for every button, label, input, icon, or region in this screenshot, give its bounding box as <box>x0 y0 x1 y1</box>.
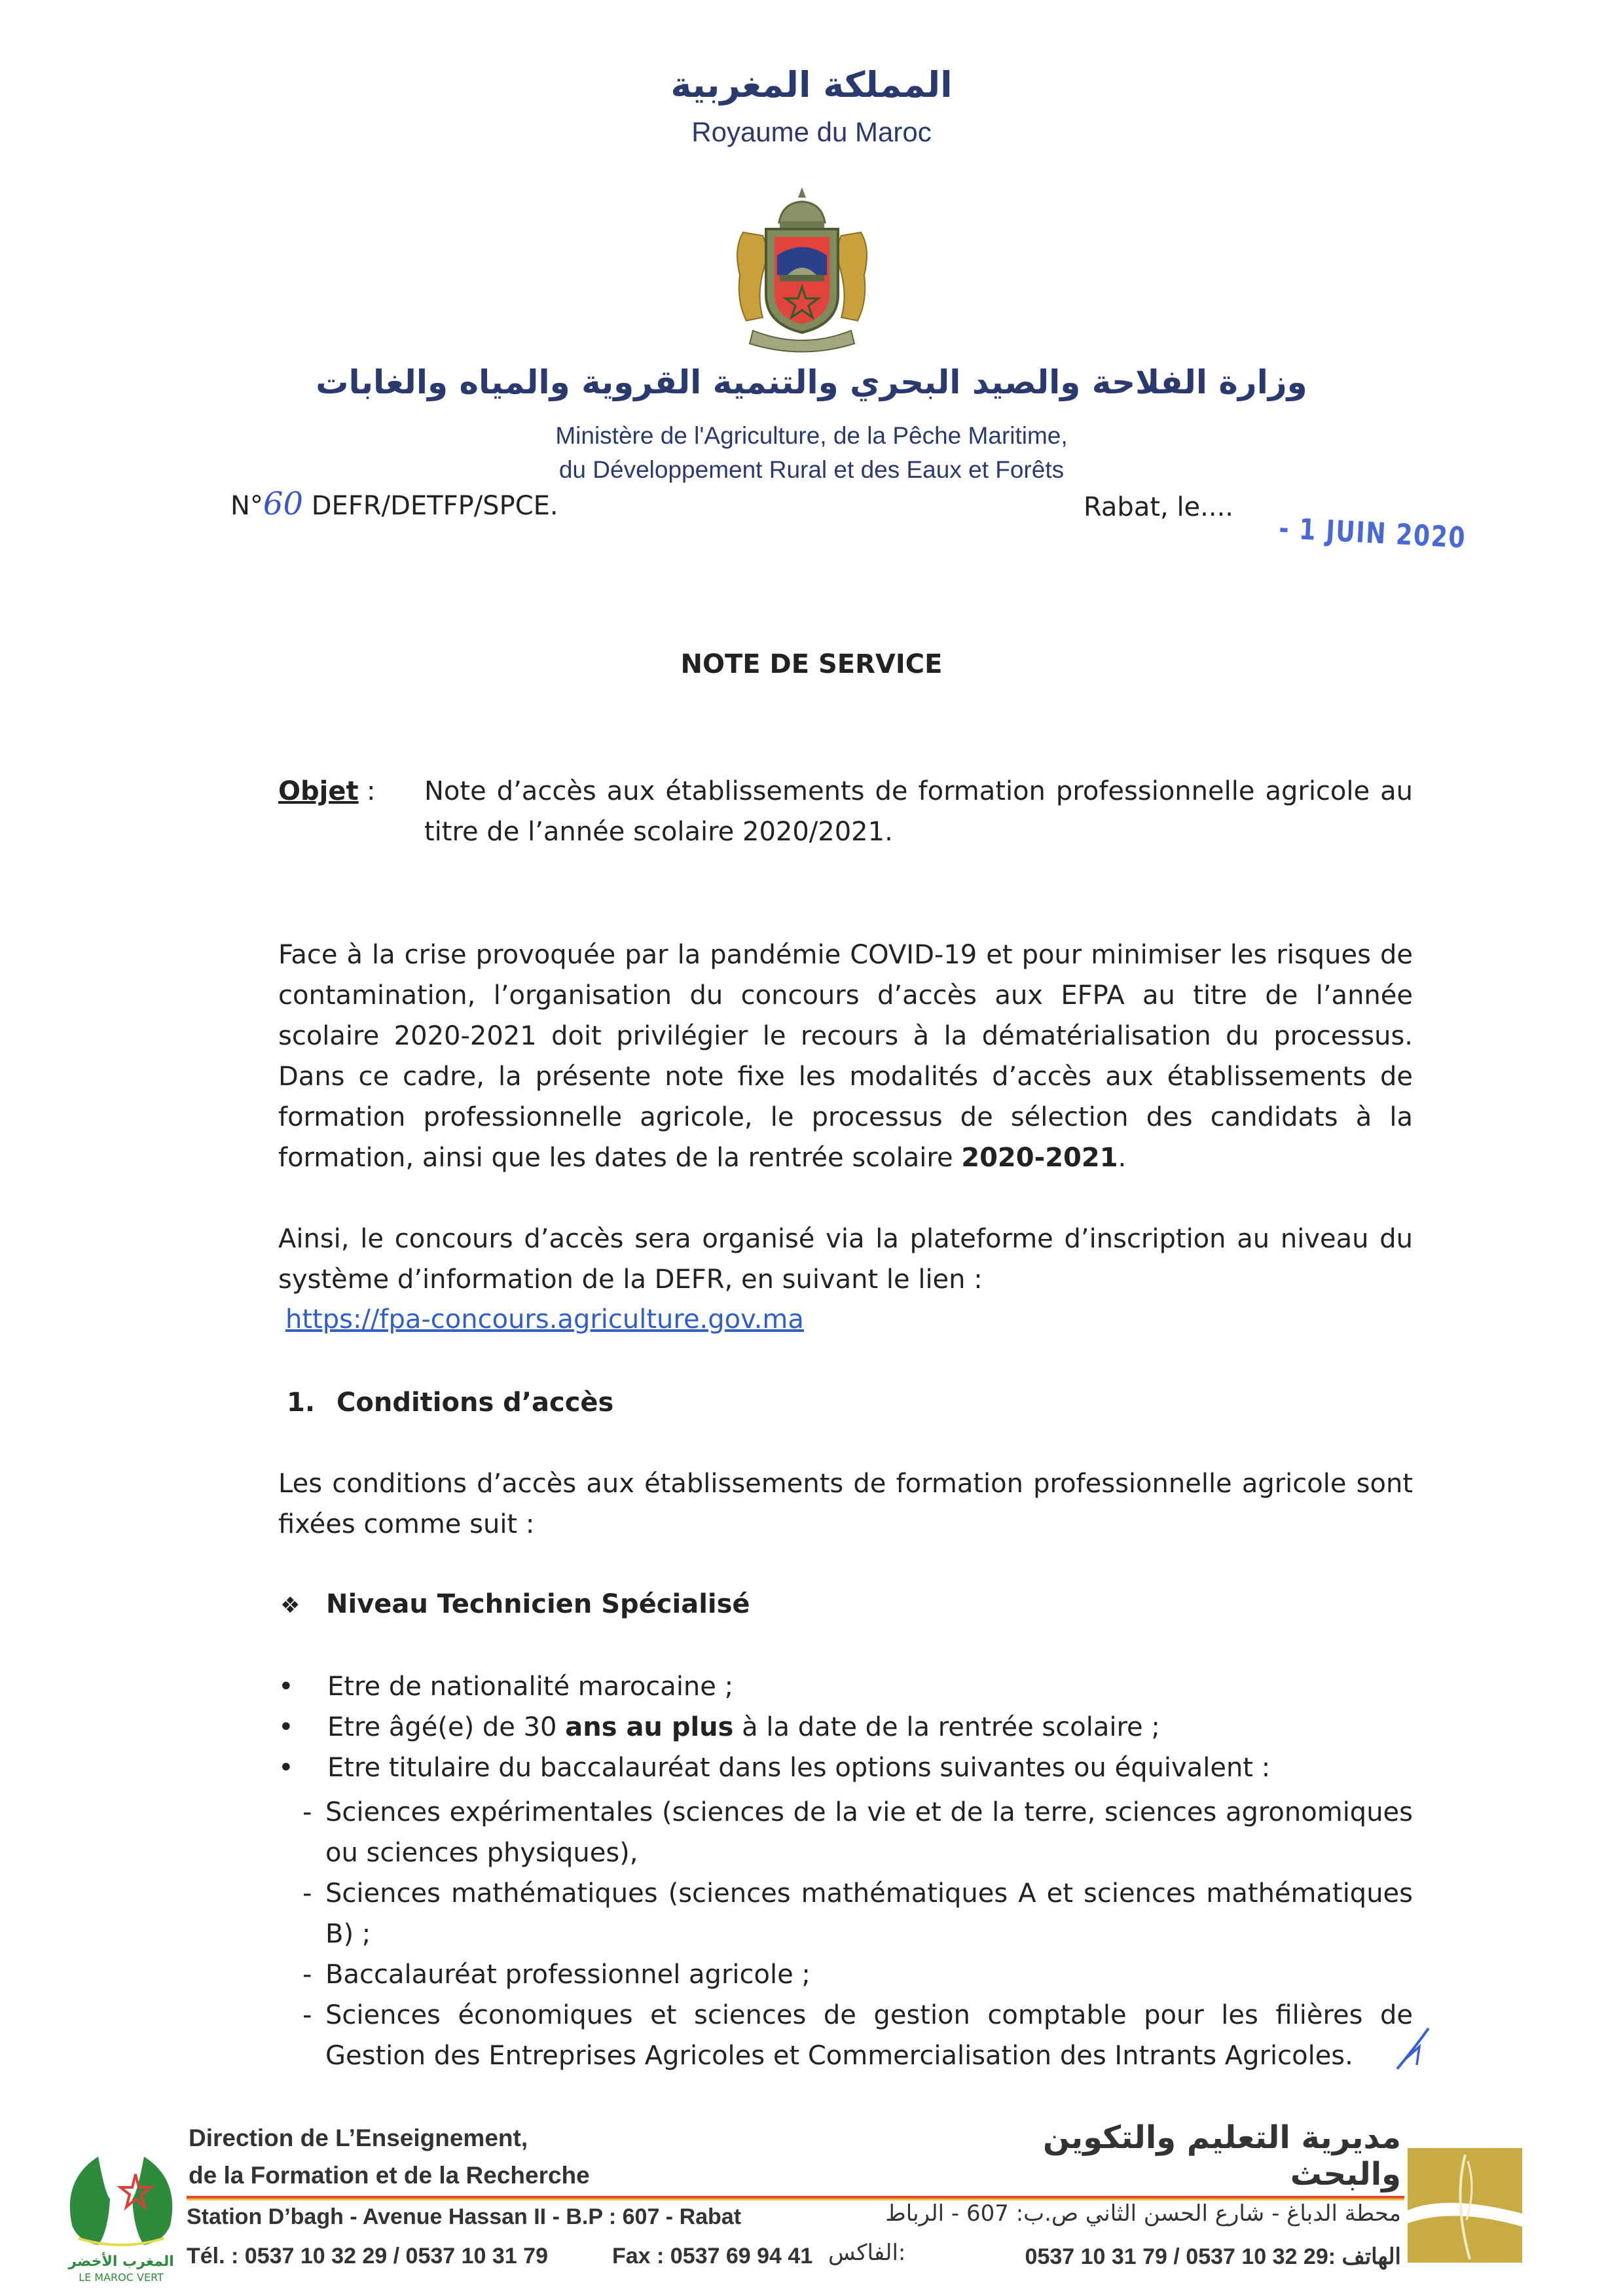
diamond-bullet-icon: ❖ <box>280 1592 301 1619</box>
ministry-french <box>0 419 1623 487</box>
fax-french: Fax : 0537 69 94 41 <box>612 2244 813 2269</box>
option-item <box>302 1995 1413 2076</box>
option-item <box>302 1873 1413 1954</box>
logo-arabic-text: المغرب الأخضر <box>68 2253 174 2270</box>
address-arabic: محطة الدباغ - شارع الحسن الثاني ص.ب: 607 - الرباط <box>885 2200 1401 2227</box>
ministry-arabic: وزارة الفلاحة والصيد البحري والتنمية القروية والمياه والغابات <box>316 363 1307 401</box>
list-item <box>278 1666 1413 1707</box>
list-item-text: Etre de nationalité marocaine ; <box>327 1672 734 1702</box>
date-stamp: - 1 JUIN 2020 <box>1278 512 1467 555</box>
intro-text: Face à la crise provoquée par la pandémie COVID-19 et pour minimiser les risques de contamination, l’organisation du concours d’accès aux EFPA au titre de l’année scolaire 2020-2021 doit privilégier le recours à la dématérialisation du processus. Dans ce cadre, la présente note fixe les modalités d’accès aux établissements de formation professionnelle agricole, le processus de sélection des candidats à la formation, ainsi que les dates de la rentrée scolaire <box>278 940 1413 1173</box>
objet-label: Objet <box>278 776 359 806</box>
bullet-icon: • <box>278 1672 294 1702</box>
platform-link[interactable]: https://fpa-concours.agriculture.gov.ma <box>285 1304 804 1335</box>
handwritten-number: 60 <box>263 486 303 522</box>
dash-bullet: - <box>302 1878 312 1909</box>
ministry-french-line2: du Développement Rural et des Eaux et Forêts <box>558 456 1065 483</box>
reference-code: DEFR/DETFP/SPCE. <box>303 491 558 521</box>
direction-french <box>189 2119 590 2194</box>
baccalaureat-options-list <box>302 1792 1413 2076</box>
option-item <box>302 1792 1413 1873</box>
list-item <box>278 1748 1413 1788</box>
subsection-title: Niveau Technicien Spécialisé <box>326 1589 750 1619</box>
kingdom-arabic: المملكة المغربية <box>670 64 953 105</box>
bullet-icon: • <box>278 1712 294 1742</box>
option-text: Sciences économiques et sciences de gestion comptable pour les filières de Gestion des Entreprises Agricoles et Commercialisation des Intrants Agricoles. <box>325 2000 1413 2071</box>
dash-bullet: - <box>302 2000 312 2030</box>
intro-bold-year: 2020-2021 <box>961 1143 1118 1173</box>
phone-french: Tél. : 0537 10 32 29 / 0537 10 31 79 <box>187 2244 548 2269</box>
direction-arabic: مديرية التعليم والتكوين والبحث <box>1042 2119 1401 2193</box>
platform-paragraph: Ainsi, le concours d’accès sera organisé via la plateforme d’inscription au niveau du système d’information de la DEFR, en suivant le lien : <box>278 1224 1413 1295</box>
list-item-text: Etre titulaire du baccalauréat dans les options suivantes ou équivalent : <box>327 1753 1271 1783</box>
phone-arabic: 0537 10 31 79 / 0537 10 32 29: الهاتف <box>1025 2244 1401 2269</box>
list-item-bold: ans au plus <box>565 1712 734 1742</box>
dash-bullet: - <box>302 1797 312 1827</box>
reference-prefix: N° <box>230 491 263 521</box>
bullet-icon: • <box>278 1753 294 1783</box>
list-item-text: à la date de la rentrée scolaire ; <box>733 1712 1160 1742</box>
coat-of-arms-icon <box>717 183 887 353</box>
address-french: Station D’bagh - Avenue Hassan II - B.P : 607 - Rabat <box>187 2204 742 2229</box>
intro-end: . <box>1118 1143 1127 1173</box>
objet-colon: : <box>367 776 376 806</box>
document-title: NOTE DE SERVICE <box>680 649 943 679</box>
place-date-label: Rabat, le.... <box>1084 492 1234 522</box>
maroc-vert-logo-icon <box>59 2153 183 2284</box>
subsection-heading <box>280 1584 750 1626</box>
reference-number <box>230 486 558 522</box>
section-title: Conditions d’accès <box>337 1388 614 1418</box>
option-text: Sciences expérimentales (sciences de la vie et de la terre, sciences agronomiques ou sciences physiques), <box>325 1797 1413 1868</box>
section-heading <box>287 1382 613 1423</box>
direction-french-line1: Direction de L’Enseignement, <box>189 2125 528 2151</box>
ministry-french-line1: Ministère de l'Agriculture, de la Pêche Maritime, <box>555 422 1068 449</box>
svg-text:LE MAROC VERT: LE MAROC VERT <box>79 2271 164 2284</box>
objet-text: Note d’accès aux établissements de formation professionnelle agricole au titre de l’année scolaire 2020/2021. <box>424 776 1413 847</box>
intro-paragraph <box>278 935 1413 1178</box>
kingdom-french: Royaume du Maroc <box>691 117 932 147</box>
list-item-text: Etre âgé(e) de 30 <box>327 1712 566 1742</box>
conditions-intro-paragraph: Les conditions d’accès aux établissements de formation professionnelle agricole sont fixées comme suit : <box>278 1469 1413 1539</box>
option-item <box>302 1954 1413 1995</box>
fax-arabic-label: :الفاكس <box>828 2240 906 2266</box>
initials-signature-icon <box>1388 2026 1434 2072</box>
direction-french-line2: de la Formation et de la Recherche <box>189 2162 590 2189</box>
option-text: Baccalauréat professionnel agricole ; <box>325 1960 811 1990</box>
wheat-logo-icon <box>1408 2148 1522 2263</box>
conditions-list <box>278 1666 1413 1788</box>
section-number: 1. <box>287 1388 316 1418</box>
option-text: Sciences mathématiques (sciences mathématiques A et sciences mathématiques B) ; <box>325 1878 1413 1949</box>
dash-bullet: - <box>302 1960 312 1990</box>
list-item <box>278 1707 1413 1748</box>
